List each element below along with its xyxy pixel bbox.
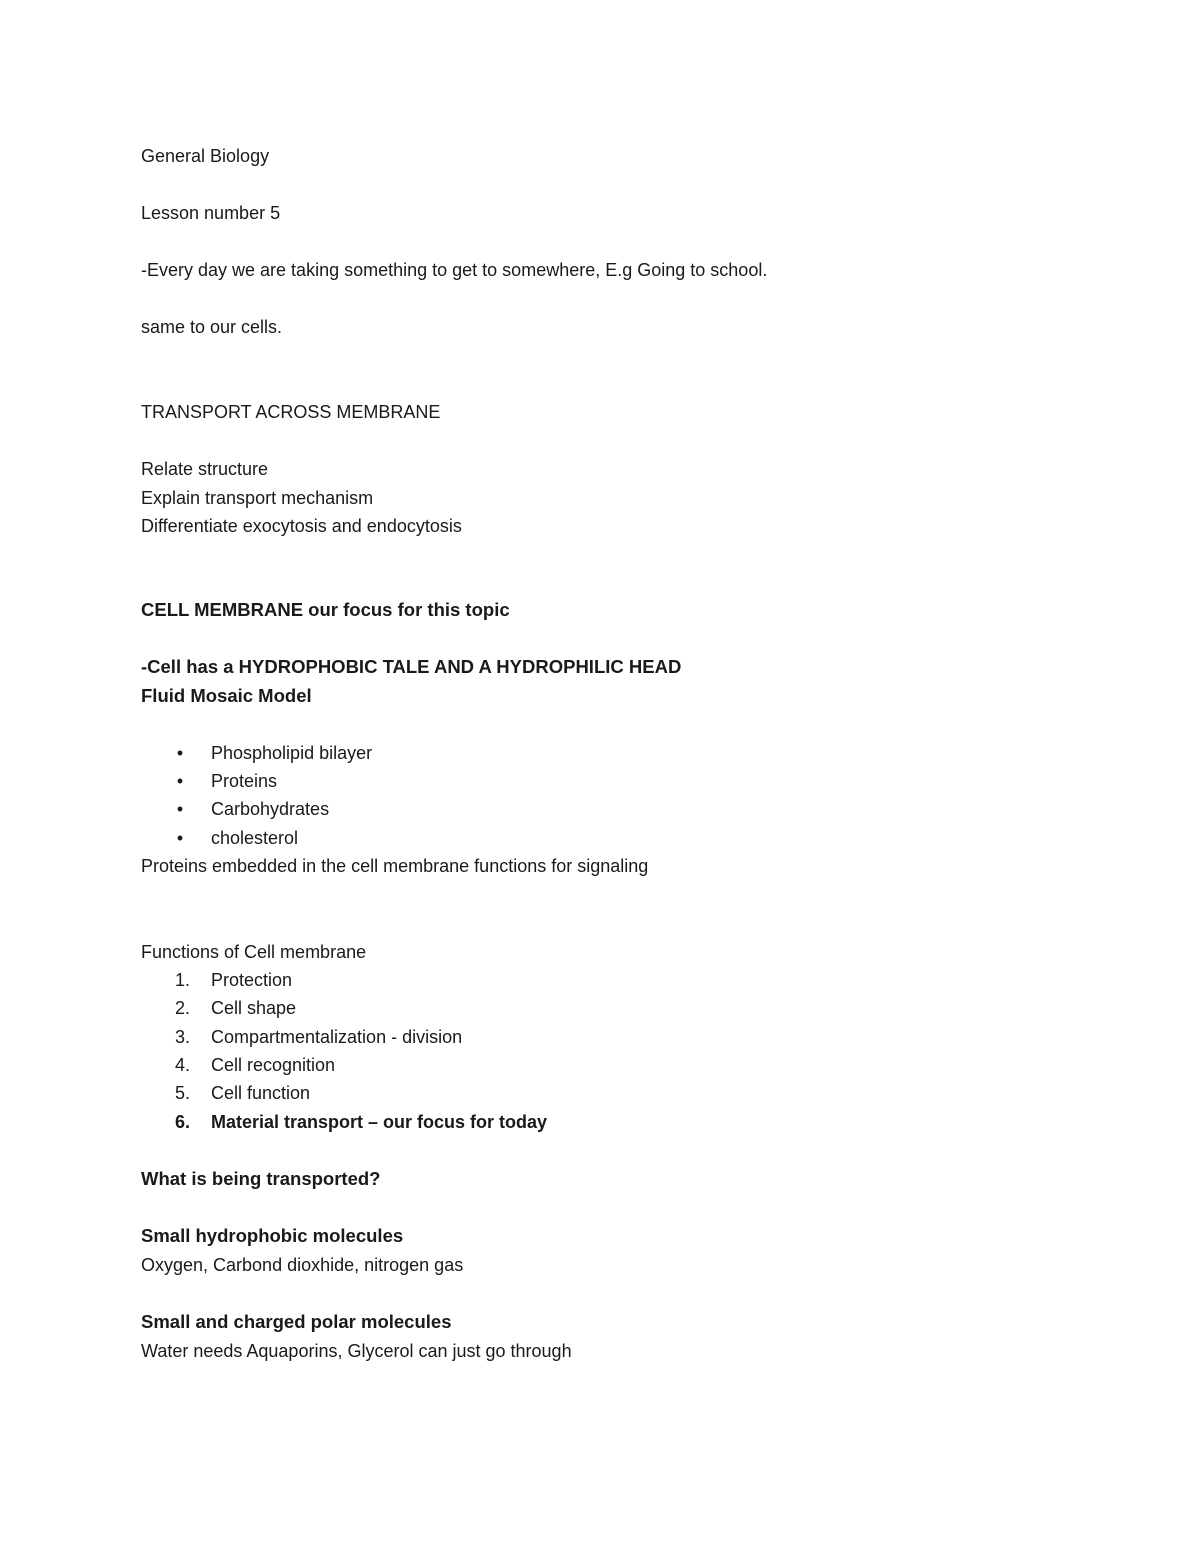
list-item-text: cholesterol xyxy=(211,828,299,848)
membrane-note-2: Fluid Mosaic Model xyxy=(141,685,312,706)
list-number: 1. xyxy=(175,970,191,990)
intro-line-1: -Every day we are taking something to get to somewhere, E.g Going to school. xyxy=(141,260,768,280)
bullet-icon: • xyxy=(176,799,184,819)
list-item-text: Phospholipid bilayer xyxy=(211,743,373,763)
polar-heading: Small and charged polar molecules xyxy=(141,1311,452,1332)
list-item-text: Proteins xyxy=(211,771,278,791)
list-item-text: Protection xyxy=(211,970,293,990)
list-number: 5. xyxy=(175,1083,191,1103)
bullet-icon: • xyxy=(176,743,184,763)
hydrophobic-heading: Small hydrophobic molecules xyxy=(141,1225,404,1246)
list-number: 6. xyxy=(175,1112,191,1132)
lesson-number: Lesson number 5 xyxy=(141,203,281,223)
list-number: 3. xyxy=(175,1027,191,1047)
list-number: 4. xyxy=(175,1055,191,1075)
list-item-text: Cell recognition xyxy=(211,1055,336,1075)
list-item-text: Cell shape xyxy=(211,998,297,1018)
proteins-note: Proteins embedded in the cell membrane functions for signaling xyxy=(141,856,649,876)
membrane-note-1: -Cell has a HYDROPHOBIC TALE AND A HYDROPHILIC HEAD xyxy=(141,656,682,677)
list-item-text: Compartmentalization - division xyxy=(211,1027,463,1047)
list-number: 2. xyxy=(175,998,191,1018)
objective-item: Explain transport mechanism xyxy=(141,488,374,508)
membrane-heading: CELL MEMBRANE our focus for this topic xyxy=(141,599,510,620)
functions-heading: Functions of Cell membrane xyxy=(141,942,367,962)
transported-question: What is being transported? xyxy=(141,1168,381,1189)
objective-item: Relate structure xyxy=(141,459,269,479)
hydrophobic-examples: Oxygen, Carbond dioxhide, nitrogen gas xyxy=(141,1255,464,1275)
transport-heading: TRANSPORT ACROSS MEMBRANE xyxy=(141,402,441,422)
bullet-icon: • xyxy=(176,828,184,848)
course-title: General Biology xyxy=(141,146,270,166)
objective-item: Differentiate exocytosis and endocytosis xyxy=(141,516,462,536)
bullet-icon: • xyxy=(176,771,184,791)
list-item-text: Cell function xyxy=(211,1083,311,1103)
intro-line-2: same to our cells. xyxy=(141,317,283,337)
list-item-text: Material transport – our focus for today xyxy=(211,1112,548,1132)
list-item-text: Carbohydrates xyxy=(211,799,330,819)
polar-examples: Water needs Aquaporins, Glycerol can just go through xyxy=(141,1341,572,1361)
